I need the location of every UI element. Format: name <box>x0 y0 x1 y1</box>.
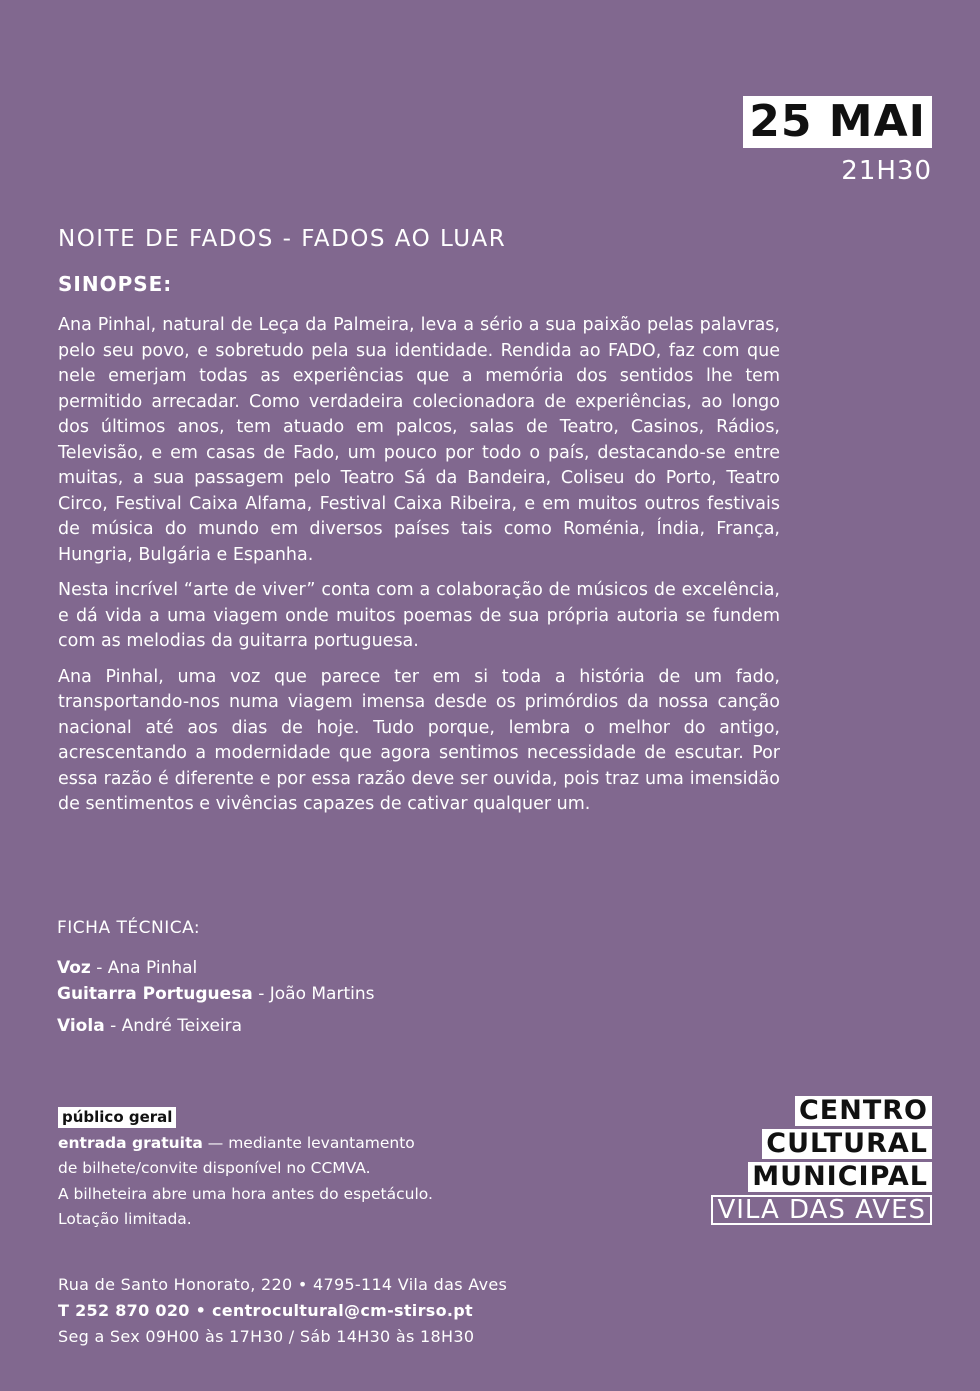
venue-contact: T 252 870 020 • centrocultural@cm-stirso.pt <box>58 1301 473 1320</box>
credit-name: - João Martins <box>252 984 375 1004</box>
event-title: NOITE DE FADOS - FADOS AO LUAR <box>58 226 507 252</box>
entry-condition: — mediante levantamento <box>202 1133 415 1152</box>
audience-badge: público geral <box>58 1107 176 1128</box>
logo-line: MUNICIPAL <box>748 1162 932 1192</box>
date-block <box>743 96 932 186</box>
admission-info <box>58 1105 433 1233</box>
credit-item <box>57 958 374 984</box>
logo-line: CULTURAL <box>762 1129 932 1159</box>
sinopse-paragraph: Nesta incrível “arte de viver” conta com a colaboração de músicos de excelência, e dá vida a uma viagem onde muitos poemas de sua própria autoria se fundem com as melodias da guitarra portuguesa. <box>58 580 780 651</box>
credit-name: - Ana Pinhal <box>90 958 198 978</box>
credit-role: Voz <box>57 958 91 978</box>
logo-subtitle: VILA DAS AVES <box>711 1195 932 1225</box>
sinopse-body <box>58 313 780 828</box>
footer <box>58 1272 507 1350</box>
credit-role: Guitarra Portuguesa <box>57 984 253 1004</box>
credit-item <box>57 1016 374 1036</box>
venue-hours: Seg a Sex 09H00 às 17H30 / Sáb 14H30 às 18H30 <box>58 1327 475 1346</box>
credit-name: - André Teixeira <box>104 1016 243 1036</box>
credit-role: Viola <box>57 1016 105 1036</box>
credits-list <box>57 958 374 1036</box>
admission-line: de bilhete/convite disponível no CCMVA. <box>58 1159 371 1177</box>
sinopse-heading: SINOPSE: <box>58 272 173 296</box>
credit-item <box>57 984 374 1016</box>
admission-line: Lotação limitada. <box>58 1210 192 1228</box>
logo-line: CENTRO <box>795 1096 932 1126</box>
event-date: 25 MAI <box>743 96 932 148</box>
ficha-tecnica-heading: FICHA TÉCNICA: <box>57 918 201 938</box>
entry-free: entrada gratuita <box>58 1133 203 1152</box>
sinopse-paragraph: Ana Pinhal, natural de Leça da Palmeira, leva a sério a sua paixão pelas palavras, pelo seu povo, e sobretudo pela sua identidade. Rendida ao FADO, faz com que nele emerjam todas as experiências que a memória dos sentidos lhe tem permitido arrecadar. Como verdadeira colecionadora de experiências, ao longo dos últimos anos, tem atuado em palcos, salas de Teatro, Casinos, Rádios, Televisão, e em casas de Fado, um pouco por todo o país, destacando-se entre muitas, a sua passagem pelo Teatro Sá da Bandeira, Coliseu do Porto, Teatro Circo, Festival Caixa Alfama, Festival Caixa Ribeira, e em muitos outros festivais de música do mundo em diversos países tais como Roménia, Índia, França, Hungria, Bulgária e Espanha. <box>58 315 780 565</box>
admission-line: A bilheteira abre uma hora antes do espetáculo. <box>58 1184 433 1203</box>
venue-logo <box>711 1096 932 1228</box>
entry-line <box>58 1131 433 1157</box>
venue-address: Rua de Santo Honorato, 220 • 4795-114 Vila das Aves <box>58 1275 508 1294</box>
sinopse-paragraph: Ana Pinhal, uma voz que parece ter em si toda a história de um fado, transportando-nos numa viagem imensa desde os primórdios da nossa canção nacional até aos dias de hoje. Tudo porque, lembra o melhor do antigo, acrescentando a modernidade que agora sentimos necessidade de escutar. Por essa razão é diferente e por essa razão deve ser ouvida, pois traz uma imensidão de sentimentos e vivências capazes de cativar qualquer um. <box>58 666 780 814</box>
event-time: 21H30 <box>841 156 932 186</box>
